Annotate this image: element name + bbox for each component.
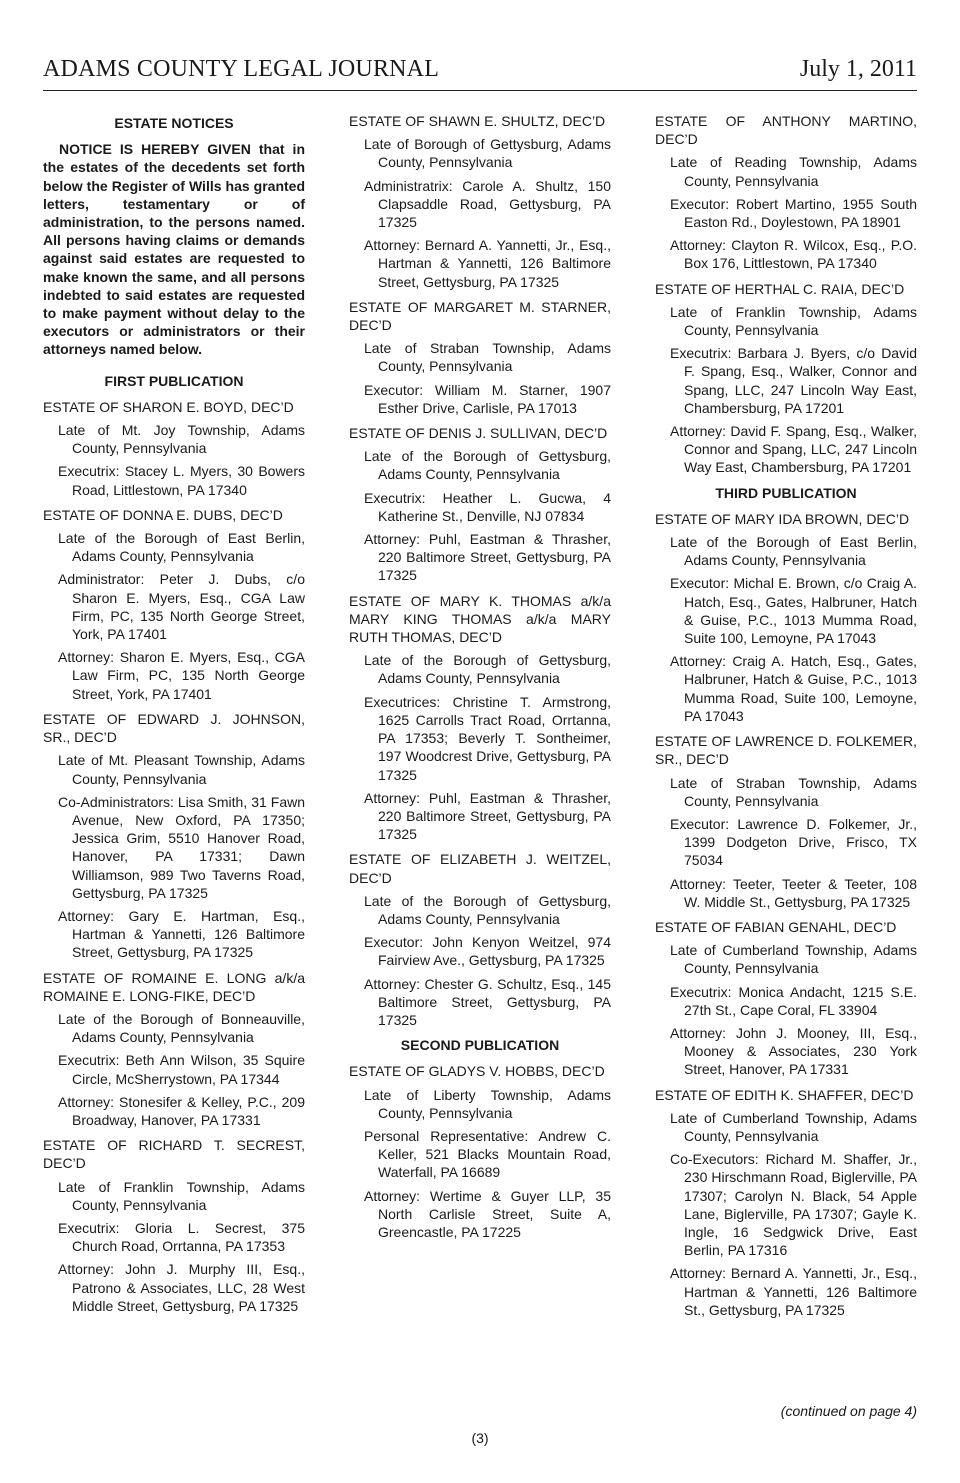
estate-detail: Attorney: Bernard A. Yannetti, Jr., Esq., Hartman & Yannetti, 126 Baltimore Street, Gettysburg, PA 17325 — [364, 237, 611, 290]
estate-detail: Executor: William M. Starner, 1907 Esther Drive, Carlisle, PA 17013 — [364, 381, 611, 416]
estate-detail: Late of Borough of Gettysburg, Adams County, Pennsylvania — [364, 136, 611, 171]
estate-notice — [655, 1086, 917, 1319]
estate-detail: Late of Straban Township, Adams County, Pennsylvania — [364, 340, 611, 375]
estate-title: ESTATE OF ANTHONY MARTINO, DEC’D — [655, 113, 917, 148]
issue-date: July 1, 2011 — [799, 56, 917, 82]
estate-detail: Executor: Lawrence D. Folkemer, Jr., 1399 Dodgeton Drive, Frisco, TX 75034 — [670, 815, 917, 869]
estate-notice — [43, 710, 305, 962]
page-number: (3) — [471, 1430, 489, 1446]
estate-detail: Attorney: Puhl, Eastman & Thrasher, 220 Baltimore Street, Gettysburg, PA 17325 — [364, 531, 611, 584]
estate-notice — [349, 850, 611, 1029]
estate-detail: Late of Mt. Joy Township, Adams County, Pennsylvania — [58, 422, 305, 457]
estate-detail: Attorney: Teeter, Teeter & Teeter, 108 W. Middle St., Gettysburg, PA 17325 — [670, 875, 917, 910]
estate-detail: Late of Franklin Township, Adams County, Pennsylvania — [58, 1178, 305, 1213]
section-heading: FIRST PUBLICATION — [104, 372, 244, 389]
section-heading: THIRD PUBLICATION — [715, 484, 857, 501]
journal-title: ADAMS COUNTY LEGAL JOURNAL — [43, 56, 440, 82]
journal-header — [43, 52, 917, 91]
estate-title: ESTATE OF LAWRENCE D. FOLKEMER, SR., DEC’D — [655, 733, 917, 768]
estate-notice — [43, 398, 305, 499]
estate-detail: Attorney: Sharon E. Myers, Esq., CGA Law Firm, PC, 135 North George Street, York, PA 17401 — [58, 649, 305, 702]
estate-detail: Executrix: Stacey L. Myers, 30 Bowers Road, Littlestown, PA 17340 — [58, 463, 305, 498]
estate-notice — [349, 112, 611, 291]
estate-title: ESTATE OF MARY K. THOMAS a/k/a MARY KING THOMAS a/k/a MARY RUTH THOMAS, DEC’D — [349, 592, 611, 646]
estate-detail: Attorney: Stonesifer & Kelley, P.C., 209 Broadway, Hanover, PA 17331 — [58, 1093, 305, 1128]
estate-detail: Late of Liberty Township, Adams County, Pennsylvania — [364, 1086, 611, 1121]
estate-detail: Late of the Borough of Bonneauville, Adams County, Pennsylvania — [58, 1010, 305, 1046]
estate-detail: Late of Cumberland Township, Adams County, Pennsylvania — [670, 1109, 917, 1144]
estate-notice — [655, 918, 917, 1079]
column-right — [655, 112, 917, 1326]
estate-detail: Administratrix: Carole A. Shultz, 150 Clapsaddle Road, Gettysburg, PA 17325 — [364, 177, 611, 231]
section-heading: SECOND PUBLICATION — [400, 1037, 560, 1054]
estate-notice — [349, 592, 611, 844]
estate-detail: Executor: Michal E. Brown, c/o Craig A. Hatch, Esq., Gates, Halbruner, Hatch & Guise, P.C., 1013 Mumma Road, Suite 100, Lemoyne, PA 17043 — [670, 575, 917, 647]
estate-detail: Co-Executors: Richard M. Shaffer, Jr., 230 Hirschmann Road, Biglerville, PA 17307; Carolyn N. Black, 54 Apple Lane, Biglerville, PA 17307; Gayle K. Ingle, 16 Sedgwick Drive, East Berlin, PA 17316 — [670, 1151, 917, 1259]
estate-detail: Executrix: Barbara J. Byers, c/o David F. Spang, Esq., Walker, Connor and Spang, LLC, 247 Lincoln Way East, Chambersburg, PA 17201 — [670, 345, 917, 416]
estate-title: ESTATE OF ELIZABETH J. WEITZEL, DEC’D — [349, 851, 611, 886]
estate-detail: Attorney: David F. Spang, Esq., Walker, Connor and Spang, LLC, 247 Lincoln Way East, Chambersburg, PA 17201 — [670, 423, 917, 476]
estate-title: ESTATE OF DONNA E. DUBS, DEC’D — [43, 506, 283, 523]
estate-title: ESTATE OF EDITH K. SHAFFER, DEC’D — [655, 1086, 914, 1103]
estate-notice — [43, 506, 305, 703]
estate-detail: Late of Mt. Pleasant Township, Adams County, Pennsylvania — [58, 752, 305, 787]
estate-detail: Late of the Borough of Gettysburg, Adams County, Pennsylvania — [364, 652, 611, 687]
estate-title: ESTATE OF MARGARET M. STARNER, DEC’D — [349, 298, 611, 334]
estate-title: ESTATE OF HERTHAL C. RAIA, DEC’D — [655, 280, 905, 297]
estate-detail: Attorney: Puhl, Eastman & Thrasher, 220 Baltimore Street, Gettysburg, PA 17325 — [364, 789, 611, 843]
estate-title: ESTATE OF SHARON E. BOYD, DEC’D — [43, 398, 294, 415]
estate-detail: Late of Cumberland Township, Adams County, Pennsylvania — [670, 942, 917, 977]
estate-detail: Personal Representative: Andrew C. Keller, 521 Blacks Mountain Road, Waterfall, PA 16689 — [364, 1127, 611, 1181]
notice-intro: NOTICE IS HEREBY GIVEN that in the estates of the decedents set forth below the Register of Wills has granted letters, testamentary or of administration, to the persons named. All persons having claims or demands against said estates are requested to make known the same, and all persons indebted to said estates are requested to make payment without delay to the executors or administrators or their attorneys named below. — [43, 141, 305, 358]
section-heading: ESTATE NOTICES — [114, 115, 234, 131]
estate-detail: Executrices: Christine T. Armstrong, 1625 Carrolls Tract Road, Orrtanna, PA 17353; Beverly T. Sontheimer, 197 Woodcrest Drive, Gettysburg, PA 17325 — [364, 693, 611, 783]
estate-detail: Late of the Borough of East Berlin, Adams County, Pennsylvania — [58, 530, 305, 565]
estate-detail: Attorney: Craig A. Hatch, Esq., Gates, Halbruner, Hatch & Guise, P.C., 1013 Mumma Road, Suite 100, Lemoyne, PA 17043 — [670, 653, 917, 724]
estate-title: ESTATE OF RICHARD T. SECREST, DEC’D — [43, 1137, 305, 1172]
estate-title: ESTATE OF GLADYS V. HOBBS, DEC’D — [349, 1063, 605, 1080]
estate-notice — [349, 298, 611, 417]
estate-detail: Attorney: Gary E. Hartman, Esq., Hartman & Yannetti, 126 Baltimore Street, Gettysburg, PA 17325 — [58, 907, 305, 961]
estate-detail: Late of the Borough of East Berlin, Adams County, Pennsylvania — [670, 534, 917, 569]
column-middle — [349, 112, 611, 1248]
estate-detail: Executrix: Gloria L. Secrest, 375 Church Road, Orrtanna, PA 17353 — [58, 1219, 305, 1255]
column-left — [43, 112, 305, 1322]
estate-title: ESTATE OF FABIAN GENAHL, DEC’D — [655, 918, 897, 935]
estate-detail: Attorney: John J. Murphy III, Esq., Patrono & Associates, LLC, 28 West Middle Street, Gettysburg, PA 17325 — [58, 1261, 305, 1314]
estate-detail: Administrator: Peter J. Dubs, c/o Sharon E. Myers, Esq., CGA Law Firm, PC, 135 North George Street, York, PA 17401 — [58, 571, 305, 643]
estate-notice — [655, 112, 917, 273]
estate-detail: Late of Franklin Township, Adams County, Pennsylvania — [670, 303, 917, 339]
estate-notice — [349, 424, 611, 585]
estate-notice — [43, 1136, 305, 1315]
estate-notice — [43, 969, 305, 1130]
estate-detail: Late of Reading Township, Adams County, Pennsylvania — [670, 154, 917, 189]
estate-detail: Attorney: Bernard A. Yannetti, Jr., Esq., Hartman & Yannetti, 126 Baltimore St., Gettysburg, PA 17325 — [670, 1265, 917, 1318]
estate-detail: Late of Straban Township, Adams County, Pennsylvania — [670, 774, 917, 809]
estate-title: ESTATE OF MARY IDA BROWN, DEC’D — [655, 510, 910, 527]
estate-notice — [655, 280, 917, 477]
estate-detail: Executor: Robert Martino, 1955 South Easton Rd., Doylestown, PA 18901 — [670, 195, 917, 231]
estate-detail: Co-Administrators: Lisa Smith, 31 Fawn Avenue, New Oxford, PA 17350; Jessica Grim, 5510 Hanover Road, Hanover, PA 17331; Dawn Williamson, 989 Two Taverns Road, Gettysburg, PA 17325 — [58, 793, 305, 901]
estate-detail: Attorney: Wertime & Guyer LLP, 35 North Carlisle Street, Suite A, Greencastle, PA 17225 — [364, 1187, 611, 1240]
estate-notice — [655, 510, 917, 725]
estate-detail: Attorney: Chester G. Schultz, Esq., 145 Baltimore Street, Gettysburg, PA 17325 — [364, 975, 611, 1028]
estate-detail: Late of the Borough of Gettysburg, Adams County, Pennsylvania — [364, 448, 611, 483]
estate-detail: Late of the Borough of Gettysburg, Adams County, Pennsylvania — [364, 892, 611, 927]
estate-detail: Executor: John Kenyon Weitzel, 974 Fairview Ave., Gettysburg, PA 17325 — [364, 934, 611, 969]
estate-title: ESTATE OF ROMAINE E. LONG a/k/a ROMAINE E. LONG-FIKE, DEC’D — [43, 969, 305, 1004]
estate-detail: Executrix: Heather L. Gucwa, 4 Katherine St., Denville, NJ 07834 — [364, 489, 611, 524]
estate-detail: Attorney: John J. Mooney, III, Esq., Mooney & Associates, 230 York Street, Hanover, PA 17331 — [670, 1024, 917, 1078]
estate-detail: Executrix: Monica Andacht, 1215 S.E. 27th St., Cape Coral, FL 33904 — [670, 983, 917, 1018]
estate-title: ESTATE OF SHAWN E. SHULTZ, DEC’D — [349, 113, 606, 129]
estate-notice — [349, 1062, 611, 1241]
estate-title: ESTATE OF EDWARD J. JOHNSON, SR., DEC’D — [43, 710, 305, 746]
estate-title: ESTATE OF DENIS J. SULLIVAN, DEC’D — [349, 425, 608, 442]
continued-note: (continued on page 4) — [780, 1403, 917, 1419]
estate-detail: Executrix: Beth Ann Wilson, 35 Squire Circle, McSherrystown, PA 17344 — [58, 1052, 305, 1087]
estate-notice — [655, 732, 917, 911]
estate-detail: Attorney: Clayton R. Wilcox, Esq., P.O. Box 176, Littlestown, PA 17340 — [670, 237, 917, 272]
